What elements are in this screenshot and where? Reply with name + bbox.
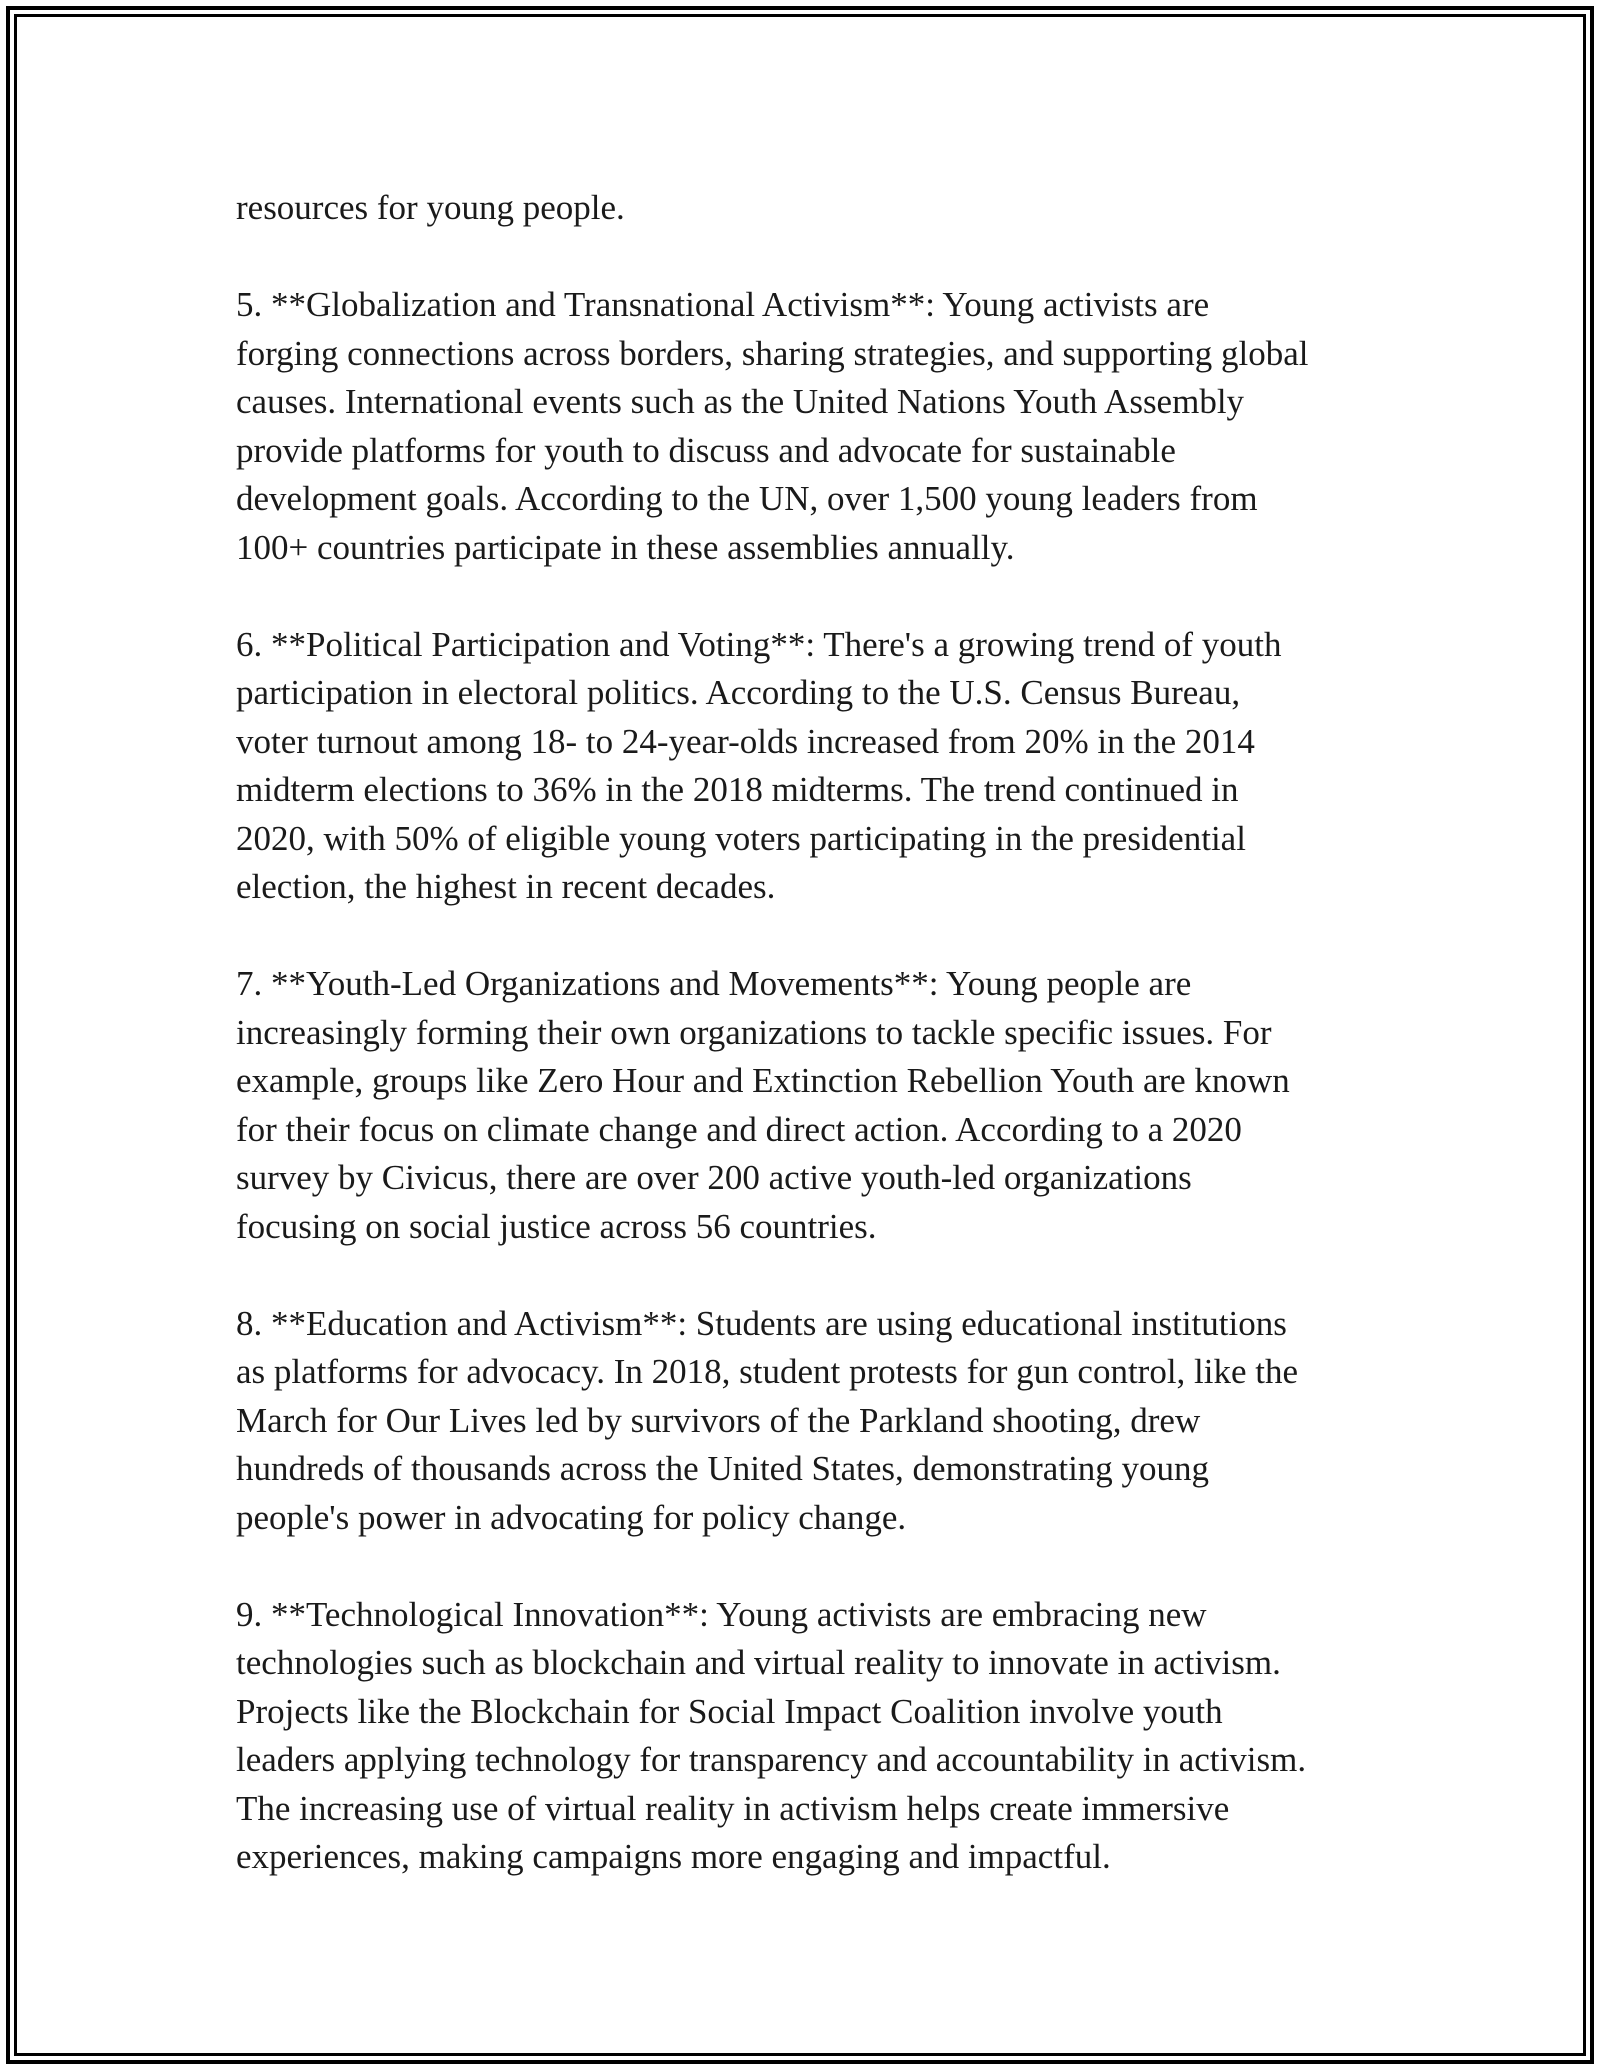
paragraph-item-7: 7. **Youth-Led Organizations and Movements**: Young people are increasingly forming their own organizations to tackle specific issues. For example, groups like Zero Hour and Extinction Rebellion Youth are known for their focus on climate change and direct action. According to a 2020 survey by Civicus, there are over 200 active youth-led organizations focusing on social justice across 56 countries.	[236, 964, 1290, 1246]
paragraph-item-5: 5. **Globalization and Transnational Activism**: Young activists are forging connections across borders, sharing strategies, and supporting global causes. International events such as the United Nations Youth Assembly provide platforms for youth to discuss and advocate for sustainable development goals. According to the UN, over 1,500 young leaders from 100+ countries participate in these assemblies annually.	[236, 285, 1309, 567]
paragraph-item-9: 9. **Technological Innovation**: Young activists are embracing new technologies such as blockchain and virtual reality to innovate in activism. Projects like the Blockchain for Social Impact Coalition involve youth leaders applying technology for transparency and accountability in activism. The increasing use of virtual reality in activism helps create immersive experiences, making campaigns more engaging and impactful.	[236, 1594, 1307, 1876]
paragraph-continuation: resources for young people.	[236, 188, 625, 227]
document-body	[236, 184, 1366, 1882]
paragraph-item-6: 6. **Political Participation and Voting**: There's a growing trend of youth participation in electoral politics. According to the U.S. Census Bureau, voter turnout among 18- to 24-year-olds increased from 20% in the 2014 midterm elections to 36% in the 2018 midterms. The trend continued in 2020, with 50% of eligible young voters participating in the presidential election, the highest in recent decades.	[236, 624, 1282, 906]
paragraph-item-8: 8. **Education and Activism**: Students are using educational institutions as platforms for advocacy. In 2018, student protests for gun control, like the March for Our Lives led by survivors of the Parkland shooting, drew hundreds of thousands across the United States, demonstrating young people's power in advocating for policy change.	[236, 1303, 1299, 1537]
